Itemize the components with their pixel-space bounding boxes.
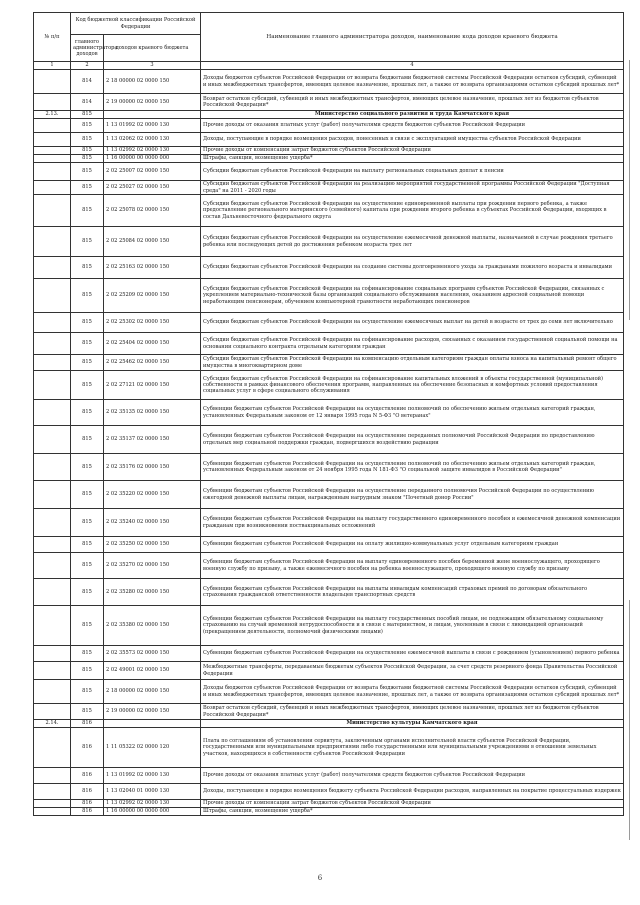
row-index-cell [34, 579, 71, 606]
row-name-cell: Возврат остатков субсидий, субвенций и иных межбюджетных трансфертов, имеющих целевое назначение, прошлых лет из бюджетов субъектов Российской Федерации* [201, 94, 624, 111]
header-index: № п/п [34, 13, 71, 62]
row-revenue-code-cell: 2 02 49001 02 0000 150 [104, 662, 201, 680]
table-row [34, 195, 624, 227]
row-revenue-code-cell: 2 02 25404 02 0000 150 [104, 333, 201, 355]
table-row [34, 537, 624, 553]
row-index-cell [34, 800, 71, 808]
row-name-cell: Субвенции бюджетам субъектов Российской Федерации на выплату государственных пособий лицам, не подлежащим обязательному социальному страхованию на случай временной нетрудоспособности и в связи с материнством, и лицам, уволенным в связи с ликвидацией организаций (прекращением деятельности, полномочий физическими лицами) [201, 606, 624, 646]
row-index-cell [34, 646, 71, 662]
row-name-cell: Прочие доходы от компенсации затрат бюджетов субъектов Российской Федерации [201, 147, 624, 155]
row-name-cell: Прочие доходы от компенсации затрат бюджетов субъектов Российской Федерации [201, 800, 624, 808]
row-index-cell [34, 133, 71, 147]
row-admin-code-cell: 815 [71, 537, 104, 553]
header-number-1: 1 [34, 62, 71, 70]
table-row [34, 279, 624, 313]
row-revenue-code-cell: 2 18 00000 02 0000 150 [104, 680, 201, 704]
row-revenue-code-cell: 2 02 25084 02 0000 150 [104, 227, 201, 257]
row-admin-code-cell: 815 [71, 181, 104, 195]
row-revenue-code-cell: 2 02 27121 02 0000 150 [104, 371, 201, 400]
row-revenue-code-cell: 1 13 02062 02 0000 130 [104, 133, 201, 147]
row-index-cell [34, 355, 71, 371]
row-revenue-code-cell [104, 720, 201, 728]
row-index-cell: 2.13. [34, 111, 71, 119]
row-revenue-code-cell: 2 02 35220 02 0000 150 [104, 481, 201, 509]
row-name-cell: Субсидии бюджетам субъектов Российской Федерации на осуществление ежемесячной денежной выплаты, назначаемой в случае рождения третьего ребенка или последующих детей до достижения ребенком возраста трех лет [201, 227, 624, 257]
row-revenue-code-cell: 2 02 25027 02 0000 150 [104, 181, 201, 195]
row-revenue-code-cell: 2 02 35573 02 0000 150 [104, 646, 201, 662]
row-name-cell: Субсидии бюджетам субъектов Российской Федерации на софинансирование капитальных вложений в объекты государственной (муниципальной) собственности в рамках финансового обеспечения программ, направленных на обеспечение безопасных и комфортных условий предоставления социальных услуг в сфере социального обслуживания [201, 371, 624, 400]
row-index-cell [34, 553, 71, 579]
row-admin-code-cell: 815 [71, 147, 104, 155]
row-revenue-code-cell: 2 02 35280 02 0000 150 [104, 579, 201, 606]
table-row [34, 481, 624, 509]
table-row [34, 784, 624, 800]
row-name-cell: Министерство культуры Камчатского края [201, 720, 624, 728]
row-name-cell: Субвенции бюджетам субъектов Российской Федерации на выплаты инвалидам компенсаций страховых премий по договорам обязательного страхования гражданской ответственности владельцев транспортных средств [201, 579, 624, 606]
table-row [34, 133, 624, 147]
row-name-cell: Доходы бюджетов субъектов Российской Федерации от возврата бюджетами бюджетной системы Российской Федерации остатков субсидий, субвенций и иных межбюджетных трансфертов, имеющих целевое назначение, прошлых лет, а также от возврата организациями остатков субсидий прошлых лет* [201, 70, 624, 94]
row-revenue-code-cell: 1 16 00000 00 0000 000 [104, 155, 201, 163]
table-row [34, 371, 624, 400]
row-index-cell [34, 680, 71, 704]
row-admin-code-cell: 815 [71, 646, 104, 662]
table-row [34, 808, 624, 816]
row-name-cell: Субвенции бюджетам субъектов Российской Федерации на осуществление ежемесячной выплаты в связи с рождением (усыновлением) первого ребенка [201, 646, 624, 662]
table-row [34, 227, 624, 257]
row-admin-code-cell: 815 [71, 454, 104, 481]
row-name-cell: Субвенции бюджетам субъектов Российской Федерации на осуществление полномочий по обеспечению жильем отдельных категорий граждан, установленных Федеральным законом от 12 января 1995 года N 5-ФЗ "О ветеранах" [201, 400, 624, 426]
row-name-cell: Штрафы, санкции, возмещение ущерба* [201, 808, 624, 816]
table-row [34, 181, 624, 195]
row-revenue-code-cell: 2 02 25078 02 0000 150 [104, 195, 201, 227]
row-index-cell [34, 662, 71, 680]
row-revenue-code-cell: 2 19 00000 02 0000 150 [104, 94, 201, 111]
row-name-cell: Субсидии бюджетам субъектов Российской Федерации на осуществление ежемесячных выплат на детей в возрасте от трех до семи лет включительно [201, 313, 624, 333]
row-index-cell [34, 181, 71, 195]
row-revenue-code-cell: 1 13 02040 01 0000 130 [104, 784, 201, 800]
header-number-2: 2 [71, 62, 104, 70]
row-name-cell: Плата по соглашениям об установлении сервитута, заключенным органами исполнительной власти субъектов Российской Федерации, государственными или муниципальными предприятиями либо государственными или муниципальными учреждениями в отношении земельных участков, находящихся в собственности субъектов Российской Федерации [201, 728, 624, 768]
header-name: Наименование главного администратора доходов, наименование кода доходов краевого бюджета [201, 13, 624, 62]
row-revenue-code-cell: 1 13 01992 02 0000 130 [104, 768, 201, 784]
row-name-cell: Субсидии бюджетам субъектов Российской Федерации на выплату региональных социальных доплат к пенсии [201, 163, 624, 181]
row-revenue-code-cell: 1 16 00000 00 0000 000 [104, 808, 201, 816]
table-row [34, 155, 624, 163]
row-name-cell: Министерство социального развития и труда Камчатского края [201, 111, 624, 119]
row-index-cell [34, 70, 71, 94]
row-index-cell [34, 784, 71, 800]
table-row [34, 704, 624, 720]
row-revenue-code-cell: 2 02 25007 02 0000 150 [104, 163, 201, 181]
row-admin-code-cell: 815 [71, 333, 104, 355]
row-revenue-code-cell [104, 111, 201, 119]
section-row [34, 111, 624, 119]
row-admin-code-cell: 815 [71, 227, 104, 257]
row-name-cell: Субсидии бюджетам субъектов Российской Федерации на реализацию мероприятий государственной программы Российской Федерации "Доступная среда" на 2011 - 2020 годы [201, 181, 624, 195]
row-admin-code-cell: 816 [71, 720, 104, 728]
row-revenue-code-cell: 2 02 25209 02 0000 150 [104, 279, 201, 313]
row-index-cell [34, 509, 71, 537]
row-revenue-code-cell: 1 11 05322 02 0000 120 [104, 728, 201, 768]
row-admin-code-cell: 816 [71, 800, 104, 808]
row-revenue-code-cell: 1 13 02992 02 0000 130 [104, 147, 201, 155]
row-index-cell [34, 808, 71, 816]
table-row [34, 680, 624, 704]
row-admin-code-cell: 815 [71, 680, 104, 704]
row-name-cell: Возврат остатков субсидий, субвенций и иных межбюджетных трансфертов, имеющих целевое назначение, прошлых лет из бюджетов субъектов Российской Федерации* [201, 704, 624, 720]
row-admin-code-cell: 815 [71, 155, 104, 163]
row-admin-code-cell: 815 [71, 133, 104, 147]
table-row [34, 553, 624, 579]
table-row [34, 163, 624, 181]
row-name-cell: Субвенции бюджетам субъектов Российской Федерации на выплату единовременного пособия беременной жене военнослужащего, проходящего военную службу по призыву, а также ежемесячного пособия на ребенка военнослужащего, проходящего военную службу по призыву [201, 553, 624, 579]
section-row [34, 720, 624, 728]
table-row [34, 662, 624, 680]
row-admin-code-cell: 815 [71, 606, 104, 646]
row-index-cell [34, 94, 71, 111]
row-index-cell [34, 768, 71, 784]
row-index-cell [34, 333, 71, 355]
page-number: 6 [317, 874, 323, 882]
row-name-cell: Штрафы, санкции, возмещение ущерба* [201, 155, 624, 163]
row-index-cell [34, 279, 71, 313]
row-name-cell: Субвенции бюджетам субъектов Российской Федерации на осуществление переданного полномочия Российской Федерации по осуществлению ежегодной денежной выплаты лицам, награжденным нагрудным знаком "Почетный донор России" [201, 481, 624, 509]
row-admin-code-cell: 815 [71, 195, 104, 227]
table-row [34, 728, 624, 768]
row-admin-code-cell: 815 [71, 509, 104, 537]
row-index-cell [34, 400, 71, 426]
row-admin-code-cell: 814 [71, 70, 104, 94]
row-admin-code-cell: 815 [71, 371, 104, 400]
header-classification-group: Код бюджетной классификации Российской Федерации [71, 13, 201, 35]
row-admin-code-cell: 815 [71, 579, 104, 606]
row-revenue-code-cell: 2 02 25163 02 0000 150 [104, 257, 201, 279]
table-row [34, 355, 624, 371]
table-row [34, 509, 624, 537]
row-name-cell: Субсидии бюджетам субъектов Российской Федерации на осуществление единовременной выплаты при рождении первого ребенка, а также предоставление регионального материнского (семейного) капитала при рождении второго ребенка в субъектах Российской Федерации, входящих в состав Дальневосточного федерального округа [201, 195, 624, 227]
row-name-cell: Субвенции бюджетам субъектов Российской Федерации на оплату жилищно-коммунальных услуг отдельным категориям граждан [201, 537, 624, 553]
row-revenue-code-cell: 2 02 35176 02 0000 150 [104, 454, 201, 481]
row-admin-code-cell: 815 [71, 313, 104, 333]
row-admin-code-cell: 814 [71, 94, 104, 111]
row-revenue-code-cell: 2 02 35380 02 0000 150 [104, 606, 201, 646]
row-admin-code-cell: 816 [71, 768, 104, 784]
row-name-cell: Субсидии бюджетам субъектов Российской Федерации на создание системы долговременного ухода за гражданами пожилого возраста и инвалидами [201, 257, 624, 279]
scan-edge-line [629, 60, 630, 320]
row-index-cell [34, 537, 71, 553]
row-admin-code-cell: 815 [71, 662, 104, 680]
row-name-cell: Субвенции бюджетам субъектов Российской Федерации на осуществление полномочий по обеспечению жильем отдельных категорий граждан, установленных Федеральным законом от 24 ноября 1995 года N 181-ФЗ "О социальной защите инвалидов в Российской Федерации" [201, 454, 624, 481]
table-row [34, 119, 624, 133]
row-index-cell [34, 704, 71, 720]
row-index-cell [34, 454, 71, 481]
document-page [33, 12, 623, 816]
table-row [34, 94, 624, 111]
row-name-cell: Субсидии бюджетам субъектов Российской Федерации на софинансирование расходов, связанных с оказанием государственной социальной помощи на основании социального контракта отдельным категориям граждан [201, 333, 624, 355]
row-name-cell: Прочие доходы от оказания платных услуг (работ) получателями средств бюджетов субъектов Российской Федерации [201, 119, 624, 133]
table-row [34, 147, 624, 155]
row-index-cell [34, 163, 71, 181]
table-row [34, 400, 624, 426]
row-revenue-code-cell: 2 02 35240 02 0000 150 [104, 509, 201, 537]
row-index-cell [34, 227, 71, 257]
row-name-cell: Субсидии бюджетам субъектов Российской Федерации на компенсацию отдельным категориям граждан оплаты взноса на капитальный ремонт общего имущества в многоквартирном доме [201, 355, 624, 371]
row-index-cell [34, 155, 71, 163]
row-admin-code-cell: 815 [71, 111, 104, 119]
row-revenue-code-cell: 2 18 00000 02 0000 150 [104, 70, 201, 94]
row-admin-code-cell: 815 [71, 704, 104, 720]
row-index-cell [34, 257, 71, 279]
row-admin-code-cell: 816 [71, 784, 104, 800]
row-index-cell [34, 313, 71, 333]
row-index-cell [34, 195, 71, 227]
row-index-cell [34, 147, 71, 155]
row-revenue-code-cell: 2 02 25462 02 0000 150 [104, 355, 201, 371]
row-admin-code-cell: 815 [71, 481, 104, 509]
row-name-cell: Доходы, поступающие в порядке возмещения расходов, понесенных в связи с эксплуатацией имущества субъектов Российской Федерации [201, 133, 624, 147]
row-name-cell: Субвенции бюджетам субъектов Российской Федерации на выплату государственного единовременного пособия и ежемесячной денежной компенсации гражданам при возникновении поствакцинальных осложнений [201, 509, 624, 537]
row-name-cell: Доходы, поступающие в порядке возмещения бюджету субъекта Российской Федерации расходов, направленных на покрытие процессуальных издержек [201, 784, 624, 800]
row-admin-code-cell: 815 [71, 279, 104, 313]
row-index-cell [34, 119, 71, 133]
row-admin-code-cell: 815 [71, 426, 104, 454]
row-name-cell: Прочие доходы от оказания платных услуг (работ) получателями средств бюджетов субъектов Российской Федерации [201, 768, 624, 784]
table-row [34, 333, 624, 355]
row-admin-code-cell: 816 [71, 728, 104, 768]
table-body [34, 70, 624, 816]
revenue-code-table [33, 12, 624, 816]
row-name-cell: Субсидии бюджетам субъектов Российской Федерации на софинансирование социальных программ субъектов Российской Федерации, связанных с укреплением материально-технической базы организаций социального обслуживания населения, оказанием адресной социальной помощи неработающим пенсионерам, обучением компьютерной грамотности неработающих пенсионеров [201, 279, 624, 313]
table-row [34, 257, 624, 279]
table-row [34, 70, 624, 94]
row-index-cell [34, 371, 71, 400]
header-number-3: 3 [104, 62, 201, 70]
row-revenue-code-cell: 2 02 25302 02 0000 150 [104, 313, 201, 333]
table-row [34, 426, 624, 454]
table-row [34, 454, 624, 481]
row-index-cell [34, 606, 71, 646]
row-revenue-code-cell: 1 13 01992 02 0000 130 [104, 119, 201, 133]
row-admin-code-cell: 816 [71, 808, 104, 816]
row-name-cell: Межбюджетные трансферты, передаваемые бюджетам субъектов Российской Федерации, за счет средств резервного фонда Правительства Российской Федерации [201, 662, 624, 680]
table-row [34, 800, 624, 808]
row-revenue-code-cell: 2 02 35270 02 0000 150 [104, 553, 201, 579]
row-name-cell: Доходы бюджетов субъектов Российской Федерации от возврата бюджетами бюджетной системы Российской Федерации остатков субсидий, субвенций и иных межбюджетных трансфертов, имеющих целевое назначение, прошлых лет, а также от возврата организациями остатков субсидий прошлых лет* [201, 680, 624, 704]
row-admin-code-cell: 815 [71, 553, 104, 579]
table-row [34, 768, 624, 784]
row-admin-code-cell: 815 [71, 257, 104, 279]
header-number-4: 4 [201, 62, 624, 70]
row-index-cell: 2.14. [34, 720, 71, 728]
row-index-cell [34, 481, 71, 509]
row-admin-code-cell: 815 [71, 119, 104, 133]
table-row [34, 579, 624, 606]
scan-edge-line [629, 600, 630, 840]
table-row [34, 646, 624, 662]
row-index-cell [34, 426, 71, 454]
table-row [34, 313, 624, 333]
row-revenue-code-cell: 2 02 35137 02 0000 150 [104, 426, 201, 454]
row-admin-code-cell: 815 [71, 355, 104, 371]
row-revenue-code-cell: 2 19 00000 02 0000 150 [104, 704, 201, 720]
row-index-cell [34, 728, 71, 768]
row-name-cell: Субвенции бюджетам субъектов Российской Федерации на осуществление переданных полномочий Российской Федерации по предоставлению отдельных мер социальной поддержки граждан, подвергшихся воздействию радиации [201, 426, 624, 454]
row-admin-code-cell: 815 [71, 163, 104, 181]
table-row [34, 606, 624, 646]
row-revenue-code-cell: 2 02 35250 02 0000 150 [104, 537, 201, 553]
row-revenue-code-cell: 1 13 02992 02 0000 130 [104, 800, 201, 808]
header-code: доходов краевого бюджета [104, 35, 201, 62]
header-admin: главного администратора доходов [71, 35, 104, 62]
row-admin-code-cell: 815 [71, 400, 104, 426]
row-revenue-code-cell: 2 02 35135 02 0000 150 [104, 400, 201, 426]
